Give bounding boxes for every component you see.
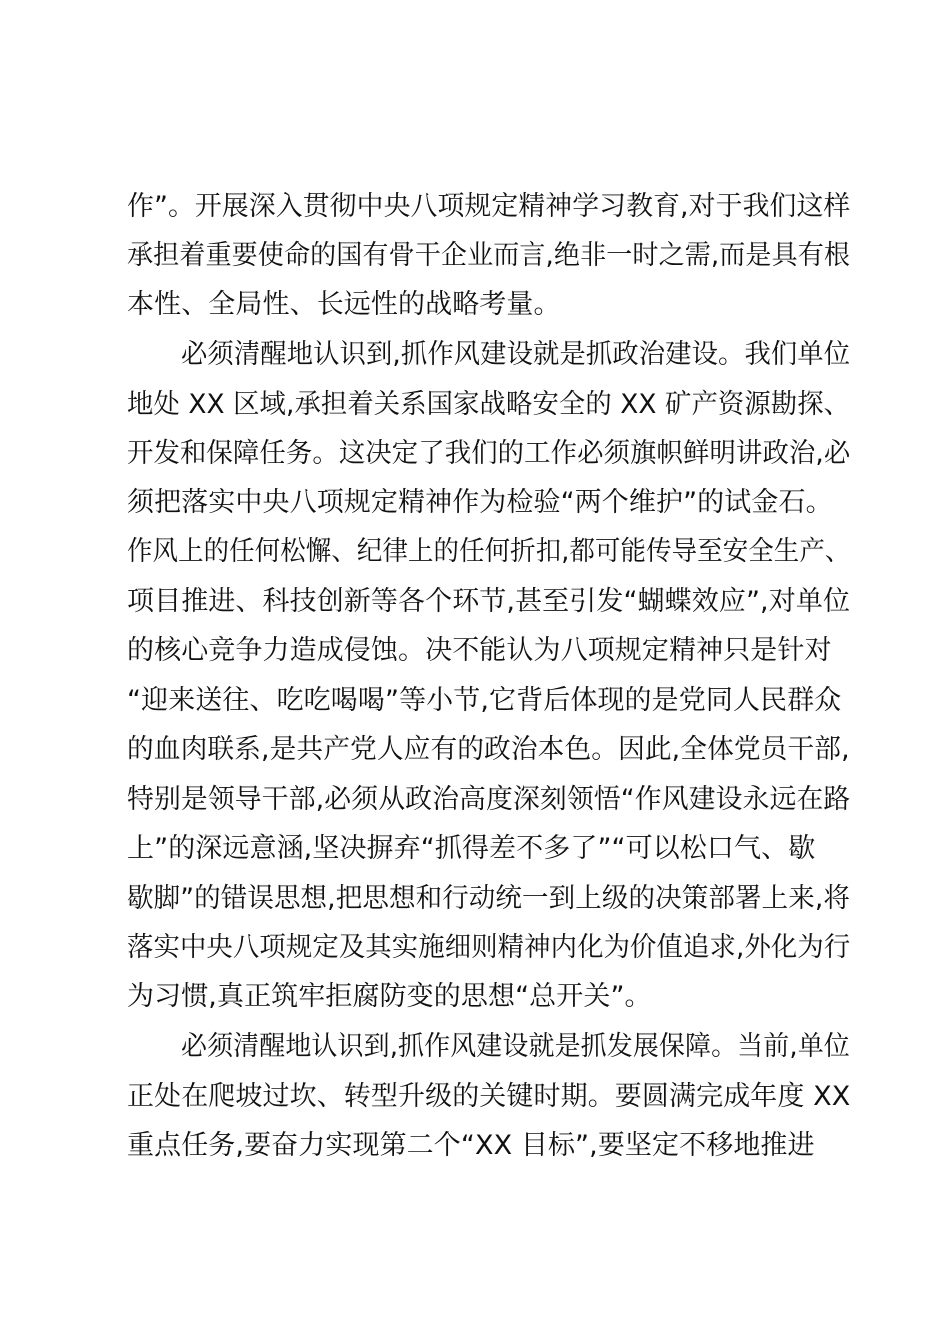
body-text-line: 特别是领导干部,必须从政治高度深刻领悟“作风建设永远在路	[127, 784, 851, 815]
body-text-line: 的核心竞争力造成侵蚀。决不能认为八项规定精神只是针对	[127, 635, 832, 666]
body-text-line: 承担着重要使命的国有骨干企业而言,绝非一时之需,而是具有根	[127, 240, 851, 271]
body-text-line: 项目推进、科技创新等各个环节,甚至引发“蝴蝶效应”,对单位	[127, 586, 851, 617]
paragraph-first-line: 必须清醒地认识到,抓作风建设就是抓发展保障。当前,单位	[181, 1031, 850, 1062]
body-text-line: 正处在爬坡过坎、转型升级的关键时期。要圆满完成年度 XX	[127, 1081, 851, 1112]
body-text-line: 本性、全局性、长远性的战略考量。	[127, 289, 561, 320]
body-text-line: 作”。开展深入贯彻中央八项规定精神学习教育,对于我们这样	[127, 191, 851, 222]
body-text-line: 为习惯,真正筑牢拒腐防变的思想“总开关”。	[127, 981, 652, 1012]
body-text-line: 开发和保障任务。这决定了我们的工作必须旗帜鲜明讲政治,必	[127, 438, 851, 469]
paragraph-first-line: 必须清醒地认识到,抓作风建设就是抓政治建设。我们单位	[181, 339, 851, 370]
body-text-line: 作风上的任何松懈、纪律上的任何折扣,都可能传导至安全生产、	[127, 536, 851, 567]
body-text-line: 地处 XX 区域,承担着关系国家战略安全的 XX 矿产资源勘探、	[127, 389, 851, 420]
body-text-line: 须把落实中央八项规定精神作为检验“两个维护”的试金石。	[127, 487, 833, 518]
body-text-line: 重点任务,要奋力实现第二个“XX 目标”,要坚定不移地推进	[127, 1130, 815, 1161]
body-text-line: 落实中央八项规定及其实施细则精神内化为价值追求,外化为行	[127, 932, 851, 963]
body-text-line: 上”的深远意涵,坚决摒弃“抓得差不多了”“可以松口气、歇	[127, 833, 816, 864]
body-text-line: 歇脚”的错误思想,把思想和行动统一到上级的决策部署上来,将	[127, 883, 851, 914]
body-text-line: 的血肉联系,是共产党人应有的政治本色。因此,全体党员干部,	[127, 734, 850, 765]
body-text-line: “迎来送往、吃吃喝喝”等小节,它背后体现的是党同人民群众	[127, 685, 842, 716]
